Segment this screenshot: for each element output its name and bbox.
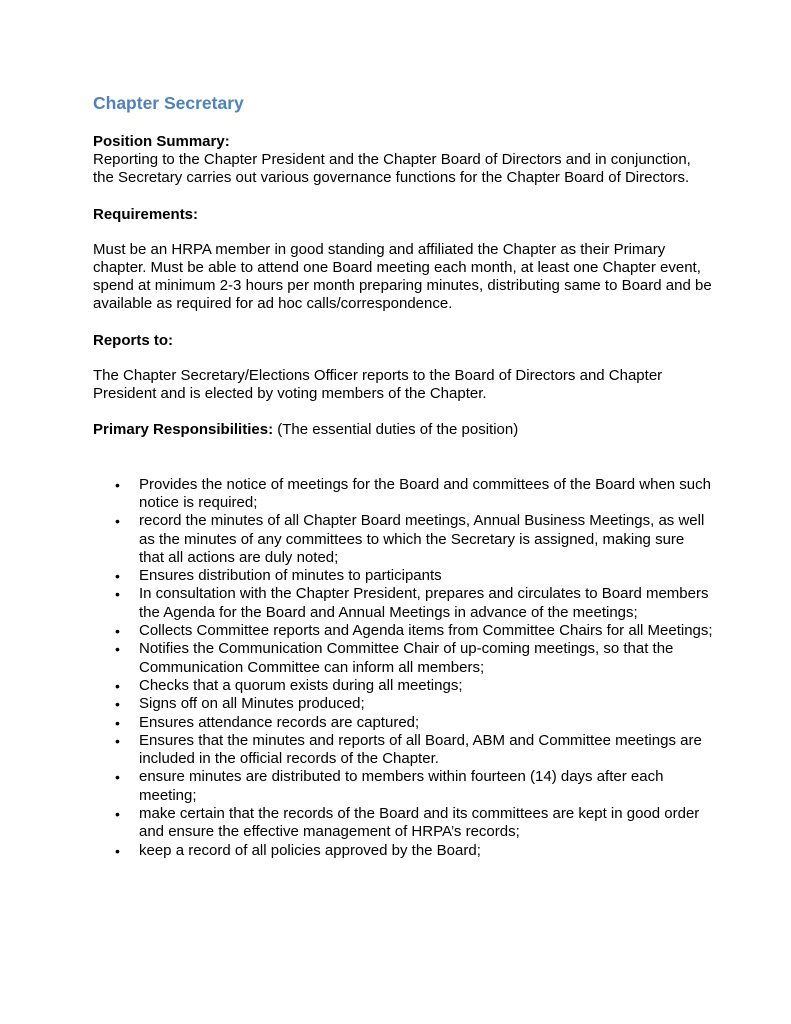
responsibilities-note: (The essential duties of the position)	[277, 421, 519, 439]
responsibility-text: record the minutes of all Chapter Board meetings, Annual Business Meetings, as well as the minutes of any committees to which the Secretary is assigned, making sure that all actions are duly noted;	[139, 512, 705, 566]
responsibility-text: ensure minutes are distributed to members within fourteen (14) days after each meeting;	[139, 768, 664, 804]
responsibility-text: Signs off on all Minutes produced;	[139, 695, 365, 713]
responsibility-item	[93, 695, 713, 713]
responsibility-text: make certain that the records of the Board and its committees are kept in good order and ensure the effective management of HRPA’s records;	[139, 805, 700, 841]
bullet-icon: •	[115, 696, 120, 713]
responsibility-item	[93, 732, 713, 769]
requirements-text: Must be an HRPA member in good standing and affiliated the Chapter as their Primary chapter. Must be able to attend one Board meeting each month, at least one Chapter event, spend at minimum 2-3 hours per month preparing minutes, distributing same to Board and be available as required for ad hoc calls/correspondence.	[93, 240, 712, 313]
responsibility-item	[93, 512, 713, 567]
bullet-icon: •	[115, 677, 120, 694]
responsibility-text: Collects Committee reports and Agenda items from Committee Chairs for all Meetings;	[139, 622, 713, 640]
bullet-icon: •	[115, 586, 120, 603]
responsibility-item	[93, 476, 713, 513]
responsibility-item	[93, 640, 713, 677]
reports-to-text: The Chapter Secretary/Elections Officer reports to the Board of Directors and Chapter President and is elected by voting members of the Chapter.	[93, 366, 663, 403]
responsibilities-list	[93, 476, 713, 860]
bullet-icon: •	[115, 513, 120, 530]
bullet-icon: •	[115, 806, 120, 823]
responsibility-text: Ensures distribution of minutes to participants	[139, 567, 442, 585]
responsibility-item	[93, 842, 713, 860]
position-summary-section	[93, 133, 713, 188]
responsibility-item	[93, 768, 713, 805]
bullet-icon: •	[115, 732, 120, 749]
bullet-icon: •	[115, 641, 120, 658]
bullet-icon: •	[115, 714, 120, 731]
responsibilities-heading-line	[93, 421, 713, 439]
bullet-icon: •	[115, 623, 120, 640]
responsibility-text: Ensures attendance records are captured;	[139, 713, 420, 731]
reports-to-heading: Reports to:	[93, 331, 173, 349]
position-summary-heading: Position Summary:	[93, 133, 230, 150]
responsibility-text: Notifies the Communication Committee Chair of up-coming meetings, so that the Communication Committee can inform all members;	[139, 640, 674, 676]
requirements-heading: Requirements:	[93, 205, 199, 223]
responsibility-item	[93, 567, 713, 585]
responsibility-text: Provides the notice of meetings for the Board and committees of the Board when such notice is required;	[139, 475, 711, 511]
bullet-icon: •	[115, 842, 120, 859]
bullet-icon: •	[115, 476, 120, 493]
responsibility-item	[93, 677, 713, 695]
document-page	[93, 92, 713, 860]
position-summary-text: Reporting to the Chapter President and the Chapter Board of Directors and in conjunction, the Secretary carries out various governance functions for the Chapter Board of Directors.	[93, 151, 691, 187]
bullet-icon: •	[115, 769, 120, 786]
document-title: Chapter Secretary	[93, 93, 244, 113]
responsibility-text: Checks that a quorum exists during all meetings;	[139, 676, 463, 694]
responsibility-item	[93, 585, 713, 622]
responsibility-text: Ensures that the minutes and reports of all Board, ABM and Committee meetings are included in the official records of the Chapter.	[139, 731, 702, 768]
bullet-icon: •	[115, 568, 120, 585]
requirements-section	[93, 206, 713, 314]
responsibility-text: keep a record of all policies approved by the Board;	[139, 841, 481, 859]
reports-to-section	[93, 332, 713, 404]
responsibility-item	[93, 622, 713, 640]
responsibilities-heading: Primary Responsibilities:	[93, 421, 274, 439]
responsibility-text: In consultation with the Chapter President, prepares and circulates to Board members the Agenda for the Board and Annual Meetings in advance of the meetings;	[139, 585, 709, 621]
responsibility-item	[93, 714, 713, 732]
responsibility-item	[93, 805, 713, 842]
responsibilities-section	[93, 421, 713, 860]
